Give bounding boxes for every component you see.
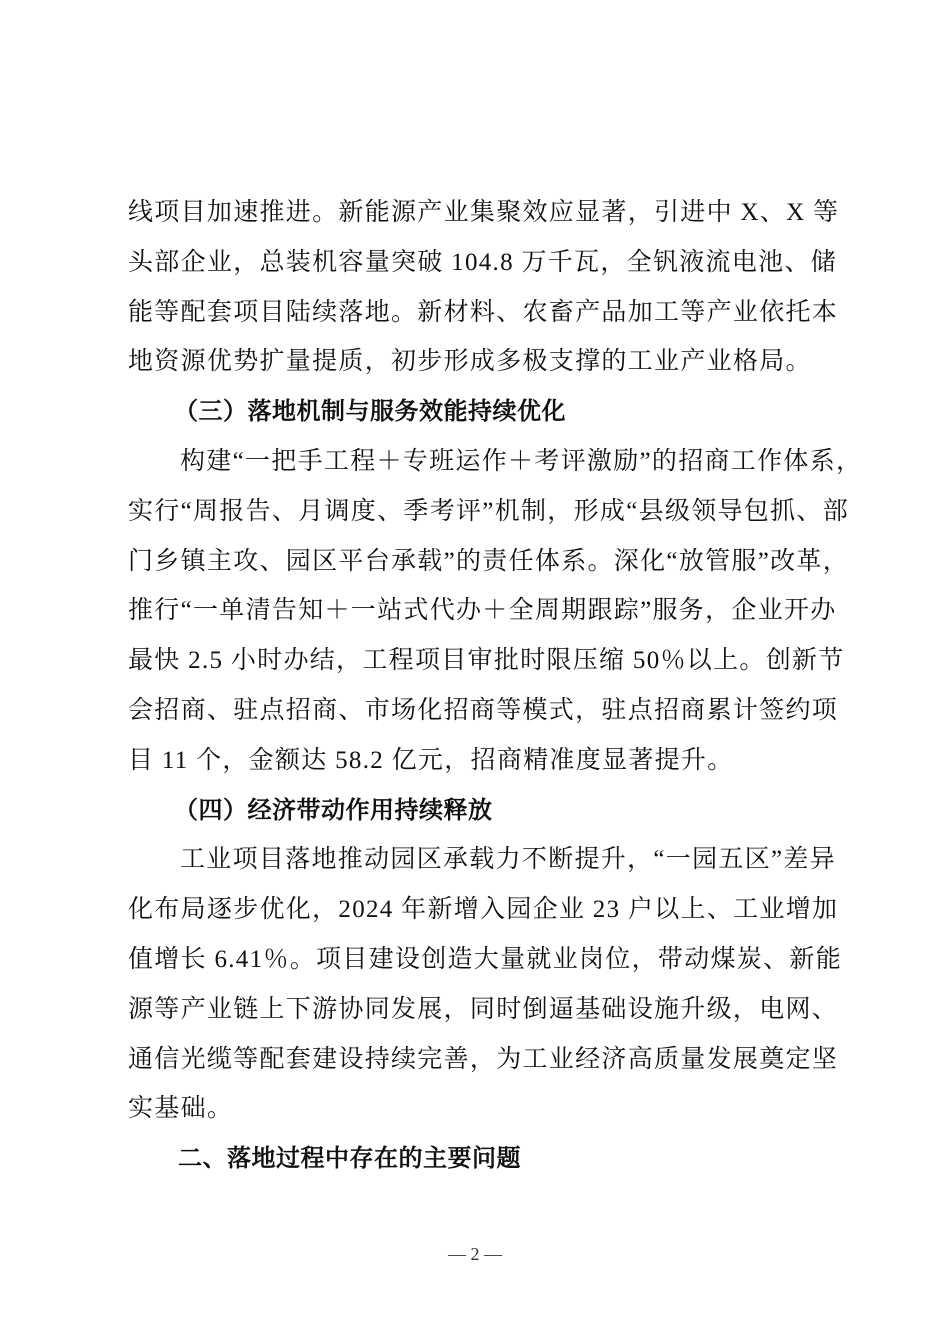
section-heading-3: （三）落地机制与服务效能持续优化: [174, 397, 566, 426]
section-heading-4: （四）经济带动作用持续释放: [174, 795, 493, 824]
paragraph-line: 门乡镇主攻、园区平台承载”的责任体系。深化“放管服”改革，: [128, 547, 849, 575]
paragraph-line: 构建“一把手工程＋专班运作＋考评激励”的招商工作体系，: [180, 447, 863, 475]
paragraph-line: 工业项目落地推动园区承载力不断提升，“一园五区”差异: [180, 846, 836, 874]
document-body: [128, 188, 863, 1184]
paragraph-line: 线项目加速推进。新能源产业集聚效应显著，引进中 X、X 等: [128, 199, 840, 226]
chapter-heading-2: 二、落地过程中存在的主要问题: [178, 1144, 521, 1173]
paragraph-line: 最快 2.5 小时办结，工程项目审批时限压缩 50％以上。创新节: [128, 647, 845, 675]
paragraph-line: 值增长 6.41％。项目建设创造大量就业岗位，带动煤炭、新能: [128, 945, 843, 973]
paragraph-line: 推行“一单清告知＋一站式代办＋全周期跟踪”服务，企业开办: [128, 597, 837, 625]
paragraph-line: 化布局逐步优化，2024 年新增入园企业 23 户以上、工业增加: [128, 896, 839, 924]
paragraph-line: 源等产业链上下游协同发展，同时倒逼基础设施升级，电网、: [128, 995, 839, 1023]
paragraph-line: 目 11 个，金额达 58.2 亿元，招商精准度显著提升。: [128, 746, 734, 774]
paragraph-line: 会招商、驻点招商、市场化招商等模式，驻点招商累计签约项: [128, 696, 839, 724]
paragraph-line: 实行“周报告、月调度、季考评”机制，形成“县级领导包抓、部: [128, 497, 849, 525]
paragraph-line: 头部企业，总装机容量突破 104.8 万千瓦，全钒液流电池、储: [128, 248, 838, 276]
page-number: — 2 —: [448, 1244, 502, 1264]
paragraph-line: 能等配套项目陆续落地。新材料、农畜产品加工等产业依托本: [128, 298, 839, 326]
paragraph-line: 地资源优势扩量提质，初步形成多极支撑的工业产业格局。: [128, 348, 812, 376]
paragraph-line: 实基础。: [128, 1095, 234, 1123]
paragraph-line: 通信光缆等配套建设持续完善，为工业经济高质量发展奠定坚: [128, 1045, 839, 1073]
